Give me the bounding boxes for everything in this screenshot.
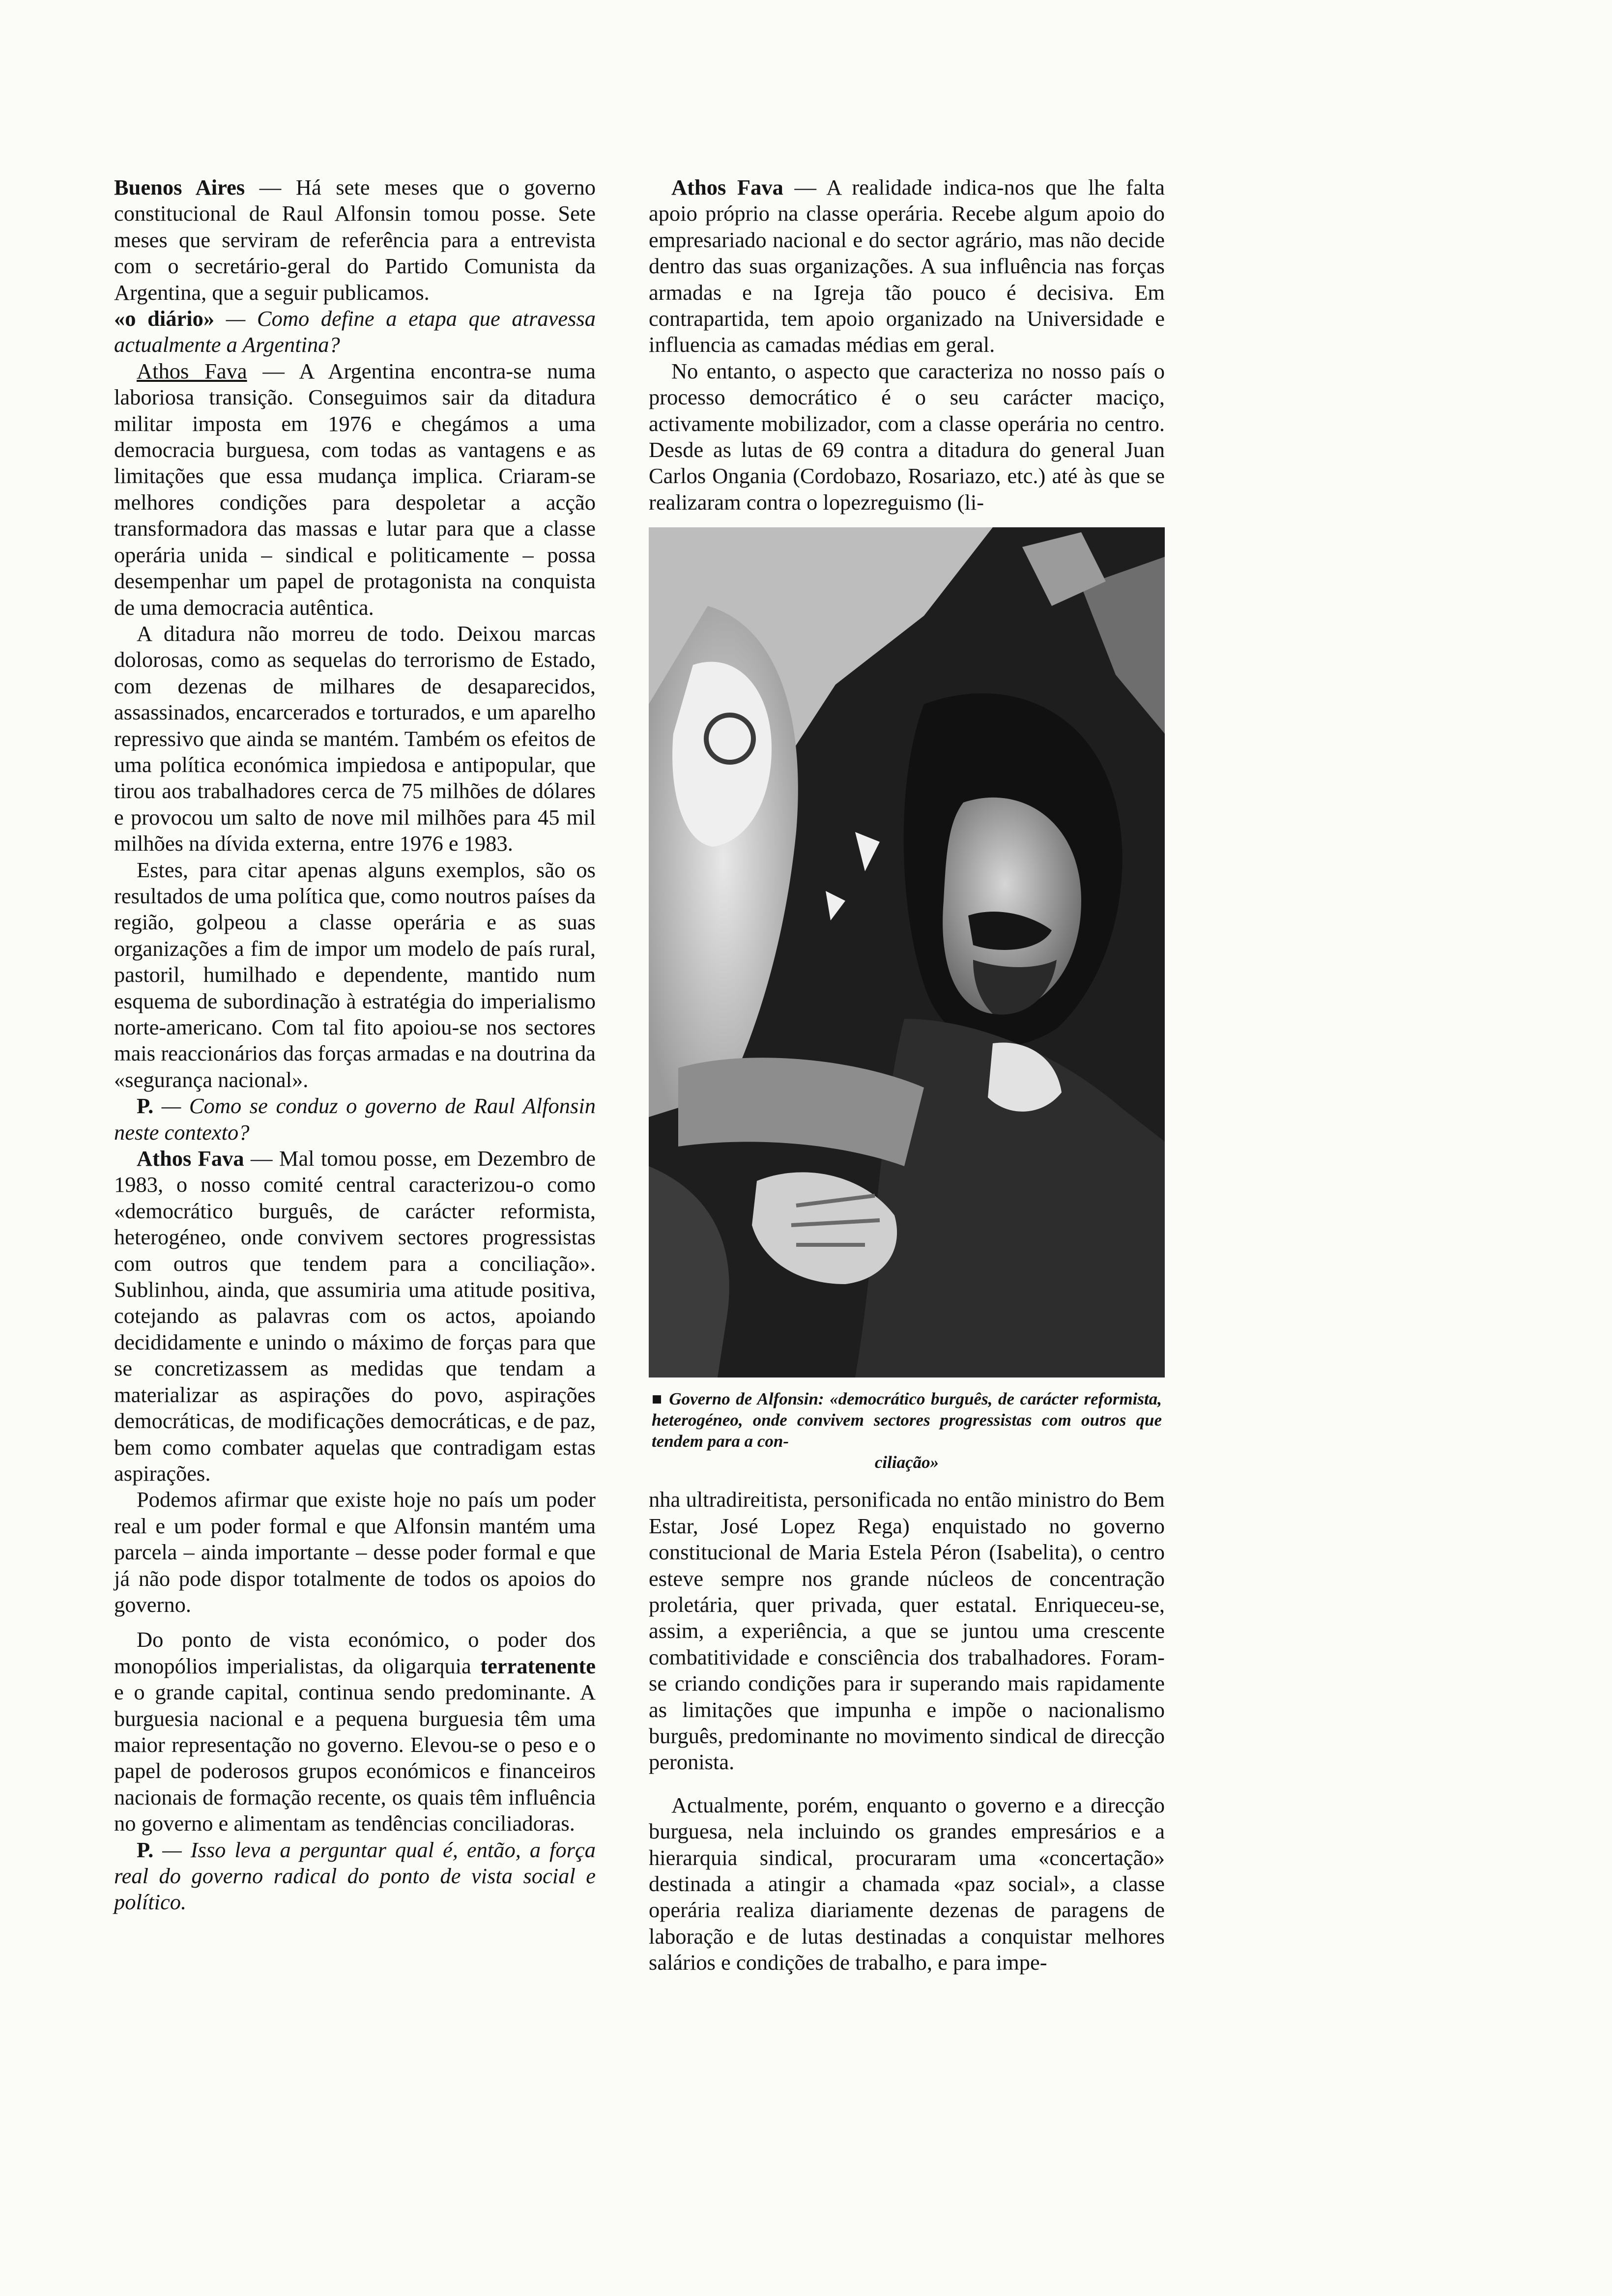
question-3: P. — Isso leva a perguntar qual é, então, a força real do governo radical do ponto de vista social e político. bbox=[114, 1837, 596, 1915]
left-column bbox=[114, 174, 596, 1916]
press-photo bbox=[649, 527, 1165, 1378]
question-1: «o diário» — Como define a etapa que atravessa actualmente a Argentina? bbox=[114, 306, 596, 357]
paragraph-ponto-de-vista: Do ponto de vista económico, o poder dos monopólios imperialistas, da oligarquia terratenente e o grande capital, continua sendo predominante. A burguesia nacional e a pequena burguesia têm uma maior representação no governo. Elevou-se o peso e o papel de poderosos grupos económicos e financeiros nacionais de formação recente, os quais têm influência no governo e alimentam as tendências conciliadoras. bbox=[114, 1627, 596, 1836]
paragraph-estes: Estes, para citar apenas alguns exemplos, são os resultados de uma política que, como noutros países da região, golpeou a classe operária e as suas organizações a fim de impor um modelo de país rural, pastoril, humilhado e dependente, mantido num esquema de subordinação à estratégia do imperialismo norte-americano. Com tal fito apoiou-se nos sectores mais reaccionários das forças armadas e na doutrina da «segurança nacional». bbox=[114, 857, 596, 1092]
answer-1: Athos Fava — A Argentina encontra-se numa laboriosa transição. Conseguimos sair da ditadura militar imposta em 1976 e chegámos a uma democracia burguesa, com todas as vantagens e as limitações que essa mudança implica. Criaram-se melhores condições para despoletar a acção transformadora das massas e lutar para que a classe operária unida – sindical e politicamente – possa desempenhar um papel de protagonista na conquista de uma democracia autêntica. bbox=[114, 358, 596, 620]
answer-2: Athos Fava — Mal tomou posse, em Dezembro de 1983, o nosso comité central caracterizou-o como «democrático burguês, de carácter reformista, heterogéneo, onde convivem sectores progressistas com outros que tendem para a conciliação». Sublinhou, ainda, que assumiria uma atitude positiva, cotejando as palavras com os actos, apoiando decididamente e unindo o máximo de forças para que se concretizassem as medidas que tendam a materializar as aspirações do povo, aspirações democráticas, de modificações democráticas, e de paz, bem como combater aquelas que contradigam estas aspirações. bbox=[114, 1146, 596, 1486]
intro-paragraph: Buenos Aires — Há sete meses que o governo constitucional de Raul Alfonsin tomou posse. Sete meses que serviram de referência para a entrevista com o secretário-geral do Partido Comunista da Argentina, que a seguir publicamos. bbox=[114, 175, 596, 305]
right-column bbox=[649, 174, 1165, 1976]
paragraph-actualmente: Actualmente, porém, enquanto o governo e a direcção burguesa, nela incluindo os grandes empresários e a hierarquia sindical, procuraram uma «concertação» destinada a atingir a chamada «paz social», a classe operária realiza diariamente dezenas de paragens de laboração e de lutas destinadas a conquistar melhores salários e condições de trabalho, e para impe- bbox=[649, 1792, 1165, 1975]
paragraph-podemos: Podemos afirmar que existe hoje no país um poder real e um poder formal e que Alfonsin mantém uma parcela – ainda importante – desse poder formal e que já não pode dispor totalmente de todos os apoios do governo. bbox=[114, 1487, 596, 1617]
paragraph-no-entanto-continued: nha ultradireitista, personificada no então ministro do Bem Estar, José Lopez Rega) enquistado no governo constitucional de Maria Estela Péron (Isabelita), o centro esteve sempre nos grande núcleos de concentração proletária, quer privada, quer estatal. Enriqueceu-se, assim, a experiência, a que se juntou uma crescente combatitividade e consciência dos trabalhadores. Foram-se criando condições para ir superando mais rapidamente as limitações que impunha e impõe o nacionalismo burguês, predominante no movimento sindical de direcção peronista. bbox=[649, 1487, 1165, 1775]
paragraph-no-entanto: No entanto, o aspecto que caracteriza no nosso país o processo democrático é o seu carácter maciço, activamente mobilizador, com a classe operária no centro. Desde as lutas de 69 contra a ditadura do general Juan Carlos Ongania (Cordobazo, Rosariazo, etc.) até às que se realizaram contra o lopezreguismo (li- bbox=[649, 358, 1165, 515]
paragraph-ditadura: A ditadura não morreu de todo. Deixou marcas dolorosas, como as sequelas do terrorismo de Estado, com dezenas de milhares de desaparecidos, assassinados, encarcerados e torturados, e um aparelho repressivo que ainda se mantém. Também os efeitos de uma política económica impiedosa e antipopular, que tirou aos trabalhadores cerca de 75 milhões de dólares e provocou um salto de nove mil milhões para 45 mil milhões na dívida externa, entre 1976 e 1983. bbox=[114, 621, 596, 856]
caption-bullet: ■ bbox=[652, 1389, 663, 1409]
photo-caption: ■ Governo de Alfonsin: «democrático burguês, de carácter reformista, heterogéneo, onde convivem sectores progressistas com outros que tendem para a con- ciliação» bbox=[652, 1389, 1162, 1472]
answer-3: Athos Fava — A realidade indica-nos que lhe falta apoio próprio na classe operária. Recebe algum apoio do empresariado nacional e do sector agrário, mas não decide dentro das suas organizações. A sua influência nas forças armadas e na Igreja tão pouco é decisiva. Em contrapartida, tem apoio organizado na Universidade e influencia as camadas médias em geral. bbox=[649, 175, 1165, 357]
photo-image bbox=[649, 527, 1165, 1378]
question-2: P. — Como se conduz o governo de Raul Alfonsin neste contexto? bbox=[114, 1093, 596, 1145]
